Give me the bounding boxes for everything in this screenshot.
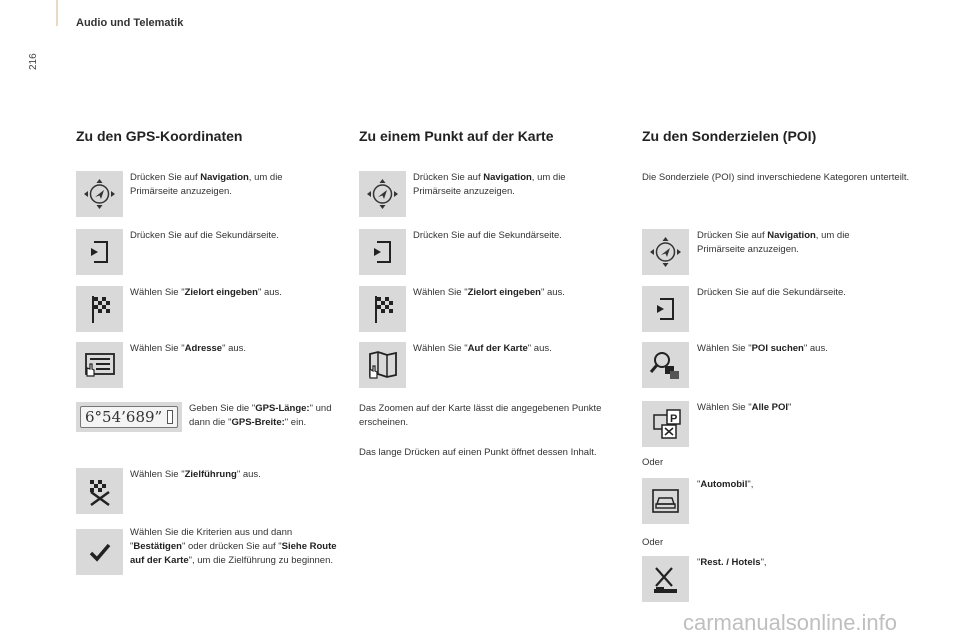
step-text: Wählen Sie die Kriterien aus und dann "Bestätigen" oder drücken Sie auf "Siehe Route auf der Karte", um die Zielführung zu beginnen. (130, 527, 337, 566)
step-text: "Automobil", (697, 479, 754, 490)
note-zoom: Das Zoomen auf der Karte lässt die angegebenen Punkte erscheinen. (359, 403, 602, 428)
svg-text:P: P (670, 413, 678, 425)
step-text: Wählen Sie "POI suchen" aus. (697, 343, 828, 354)
watermark: carmanualsonline.info (683, 610, 898, 635)
guidance-flag-icon (76, 468, 123, 514)
step-text: Wählen Sie "Alle POI" (697, 402, 792, 413)
navigation-compass-icon (642, 229, 689, 275)
step-text: Wählen Sie "Zielführung" aus. (130, 469, 261, 480)
step-text: Drücken Sie auf die Sekundärseite. (697, 287, 846, 298)
address-card-icon (76, 342, 123, 388)
column-title: Zu einem Punkt auf der Karte (359, 128, 554, 144)
poi-search-magnifier-icon (642, 342, 689, 388)
side-bar (56, 0, 58, 26)
cursor-icon (167, 410, 173, 424)
restaurant-hotel-icon (642, 556, 689, 602)
or-label: Oder (642, 537, 664, 548)
step-text: Wählen Sie "Zielort eingeben" aus. (413, 287, 565, 298)
gps-coordinate-field: 6°54’689” (80, 406, 178, 428)
column-title: Zu den GPS-Koordinaten (76, 128, 243, 144)
step-text: Drücken Sie auf Navigation, um die Primärseite anzuzeigen. (130, 172, 283, 197)
note-long-press: Das lange Drücken auf einen Punkt öffnet dessen Inhalt. (359, 447, 597, 458)
all-poi-icon (642, 401, 689, 447)
secondary-page-icon (642, 286, 689, 332)
step-text: Drücken Sie auf Navigation, um die Primärseite anzuzeigen. (697, 230, 850, 255)
step-text: Drücken Sie auf die Sekundärseite. (413, 230, 562, 241)
step-text: Drücken Sie auf Navigation, um die Primärseite anzuzeigen. (413, 172, 566, 197)
checkered-flag-icon (76, 286, 123, 332)
step-text: "Rest. / Hotels", (697, 557, 767, 568)
checkmark-icon (76, 529, 123, 575)
step-text: Wählen Sie "Auf der Karte" aus. (413, 343, 552, 354)
checkered-flag-icon (359, 286, 406, 332)
map-icon (359, 342, 406, 388)
or-label: Oder (642, 457, 664, 468)
secondary-page-icon (76, 229, 123, 275)
gps-coordinate-display (76, 402, 182, 432)
section-header: Audio und Telematik (76, 17, 184, 29)
poi-intro: Die Sonderziele (POI) sind inverschiedene Kategoren unterteilt. (642, 172, 910, 183)
automobile-icon (642, 478, 689, 524)
navigation-compass-icon (359, 171, 406, 217)
page-number: 216 (28, 53, 39, 70)
navigation-compass-icon (76, 171, 123, 217)
column-title: Zu den Sonderzielen (POI) (642, 128, 817, 144)
step-text: Geben Sie die "GPS-Länge:" und dann die "GPS-Breite:" ein. (189, 403, 332, 428)
step-text: Drücken Sie auf die Sekundärseite. (130, 230, 279, 241)
secondary-page-icon (359, 229, 406, 275)
step-text: Wählen Sie "Zielort eingeben" aus. (130, 287, 282, 298)
step-text: Wählen Sie "Adresse" aus. (130, 343, 247, 354)
